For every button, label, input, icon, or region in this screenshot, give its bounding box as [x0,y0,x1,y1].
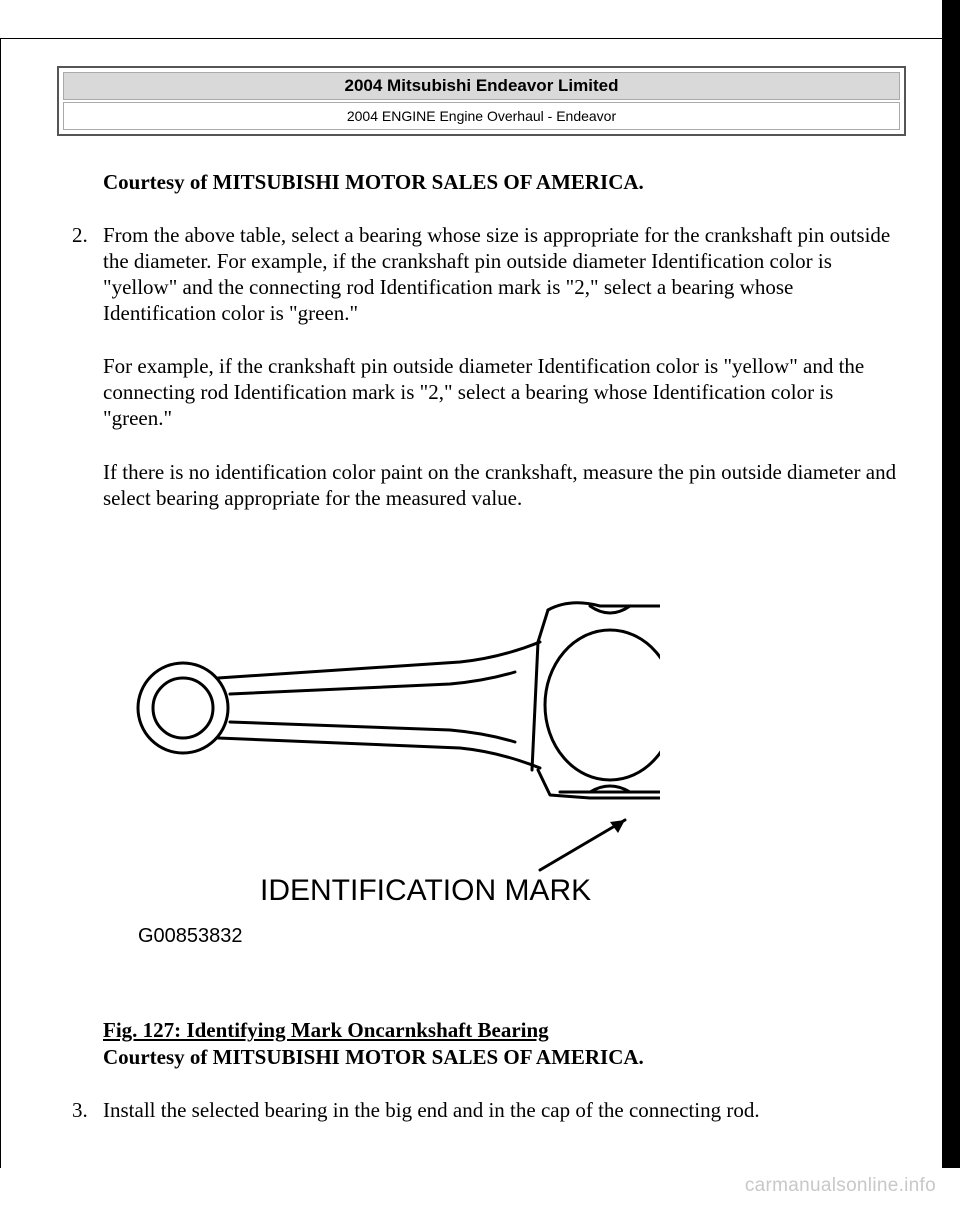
identification-mark-label: IDENTIFICATION MARK [260,874,592,907]
header-subtitle: 2004 ENGINE Engine Overhaul - Endeavor [63,102,900,130]
courtesy-line-bottom: Courtesy of MITSUBISHI MOTOR SALES OF AMERICA. [103,1045,644,1069]
step-3 [72,1097,902,1123]
step-2-text: From the above table, select a bearing whose size is appropriate for the crankshaft pin outside the diameter. For example, if the crankshaft pin outside diameter Identification color is "yellow" and the connecting rod Identification mark is "2," select a bearing whose Identification color is "green." [103,223,891,325]
paragraph-example: For example, if the crankshaft pin outside diameter Identification color is "yellow" and the connecting rod Identification mark is "2," select a bearing whose Identification color is "green." [103,354,865,430]
step-2 [72,222,902,326]
page-border-right [942,0,960,1168]
step-3-number: 3. [72,1098,88,1122]
step-2-number: 2. [72,223,88,247]
figure-code: G00853832 [138,925,243,947]
step-3-text: Install the selected bearing in the big end and in the cap of the connecting rod. [103,1098,760,1122]
page-border-left [0,38,1,1168]
connecting-rod-figure [120,580,660,960]
connecting-rod-drawing [120,580,660,960]
courtesy-line-top: Courtesy of MITSUBISHI MOTOR SALES OF AMERICA. [103,170,644,194]
header-title: 2004 Mitsubishi Endeavor Limited [63,72,900,100]
figure-caption: Fig. 127: Identifying Mark Oncarnkshaft Bearing [103,1018,549,1042]
site-watermark: carmanualsonline.info [744,1175,936,1196]
paragraph-no-paint: If there is no identification color paint on the crankshaft, measure the pin outside diameter and select bearing appropriate for the measured value. [103,460,897,510]
page-border-top [0,38,944,39]
document-header [57,66,906,136]
